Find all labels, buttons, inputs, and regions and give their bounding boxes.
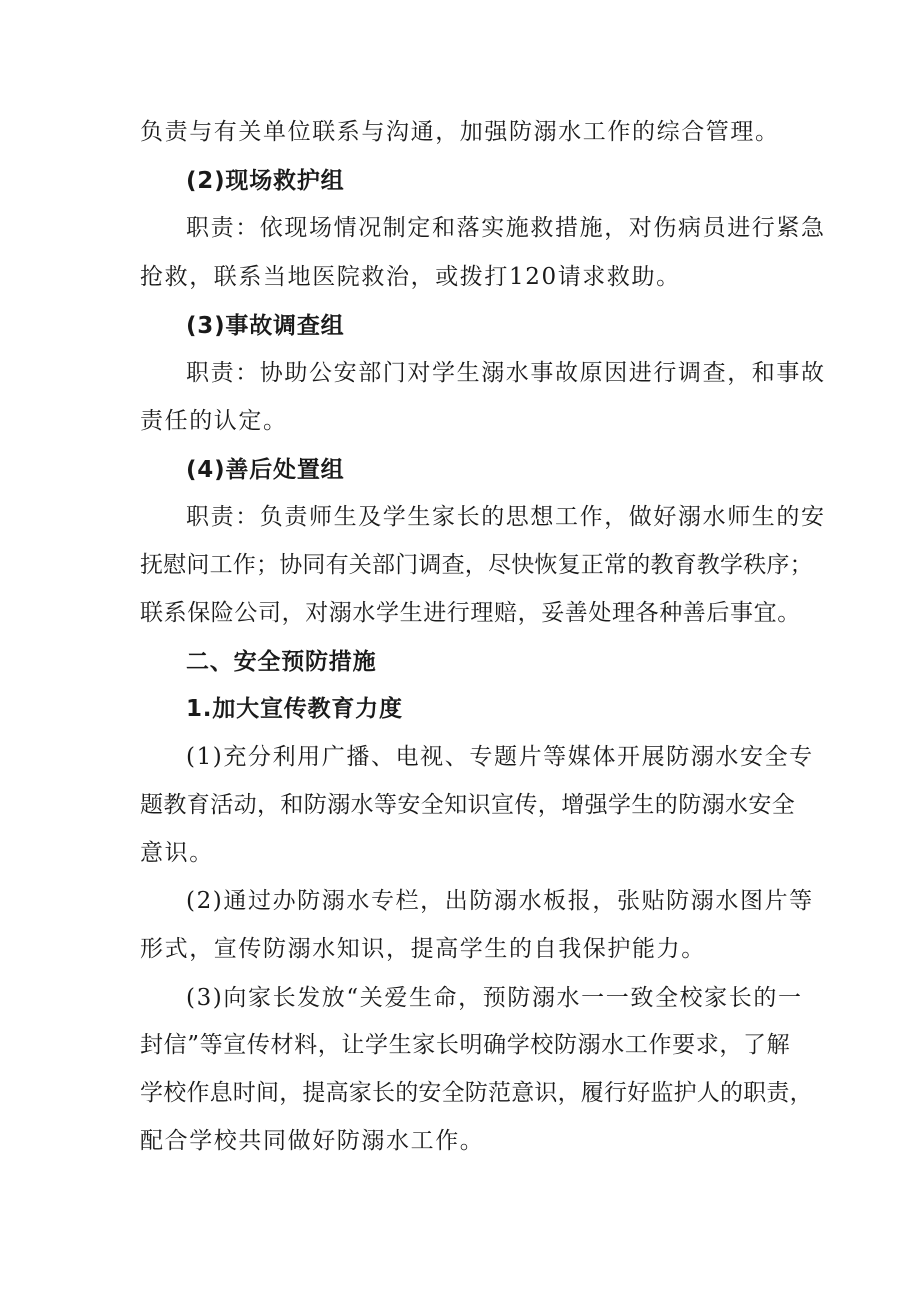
section-heading-publicity: 1.加大宣传教育力度: [186, 696, 403, 722]
paragraph-line: 责任的认定。: [140, 408, 288, 434]
paragraph-line: 抚慰问工作；协同有关部门调查，尽快恢复正常的教育教学秩序；: [140, 552, 813, 578]
paragraph-line: 抢救，联系当地医院救治，或拨打120请求救助。: [140, 264, 681, 290]
paragraph-line: 职责：依现场情况制定和落实施救措施，对伤病员进行紧急: [186, 215, 826, 241]
paragraph-line: 职责：协助公安部门对学生溺水事故原因进行调查，和事故: [186, 360, 826, 386]
section-heading-rescue-team: (2)现场救护组: [186, 168, 345, 194]
paragraph-line: 配合学校共同做好防溺水工作。: [140, 1128, 485, 1154]
paragraph-line: (3)向家长发放“关爱生命，预防溺水一一致全校家长的一: [186, 985, 803, 1011]
paragraph-line: (2)通过办防溺水专栏，出防溺水板报，张贴防溺水图片等: [186, 888, 814, 914]
paragraph-line: (1)充分利用广播、电视、专题片等媒体开展防溺水安全专: [186, 744, 814, 770]
paragraph-line: 职责：负责师生及学生家长的思想工作，做好溺水师生的安: [186, 504, 826, 530]
paragraph-line: 学校作息时间，提高家长的安全防范意识，履行好监护人的职责，: [140, 1080, 813, 1106]
section-heading-prevention: 二、安全预防措施: [186, 649, 377, 675]
paragraph-line: 负责与有关单位联系与沟通，加强防溺水工作的综合管理。: [140, 119, 780, 145]
paragraph-line: 联系保险公司，对溺水学生进行理赔，妥善处理各种善后事宜。: [140, 600, 801, 626]
paragraph-line: 封信”等宣传材料，让学生家长明确学校防溺水工作要求，了解: [140, 1032, 790, 1058]
paragraph-line: 形式，宣传防溺水知识，提高学生的自我保护能力。: [140, 936, 706, 962]
section-heading-investigation-team: (3)事故调查组: [186, 313, 345, 339]
paragraph-line: 意识。: [140, 840, 214, 866]
section-heading-aftermath-team: (4)善后处置组: [186, 457, 345, 483]
paragraph-line: 题教育活动，和防溺水等安全知识宣传，增强学生的防溺水安全: [140, 792, 796, 818]
